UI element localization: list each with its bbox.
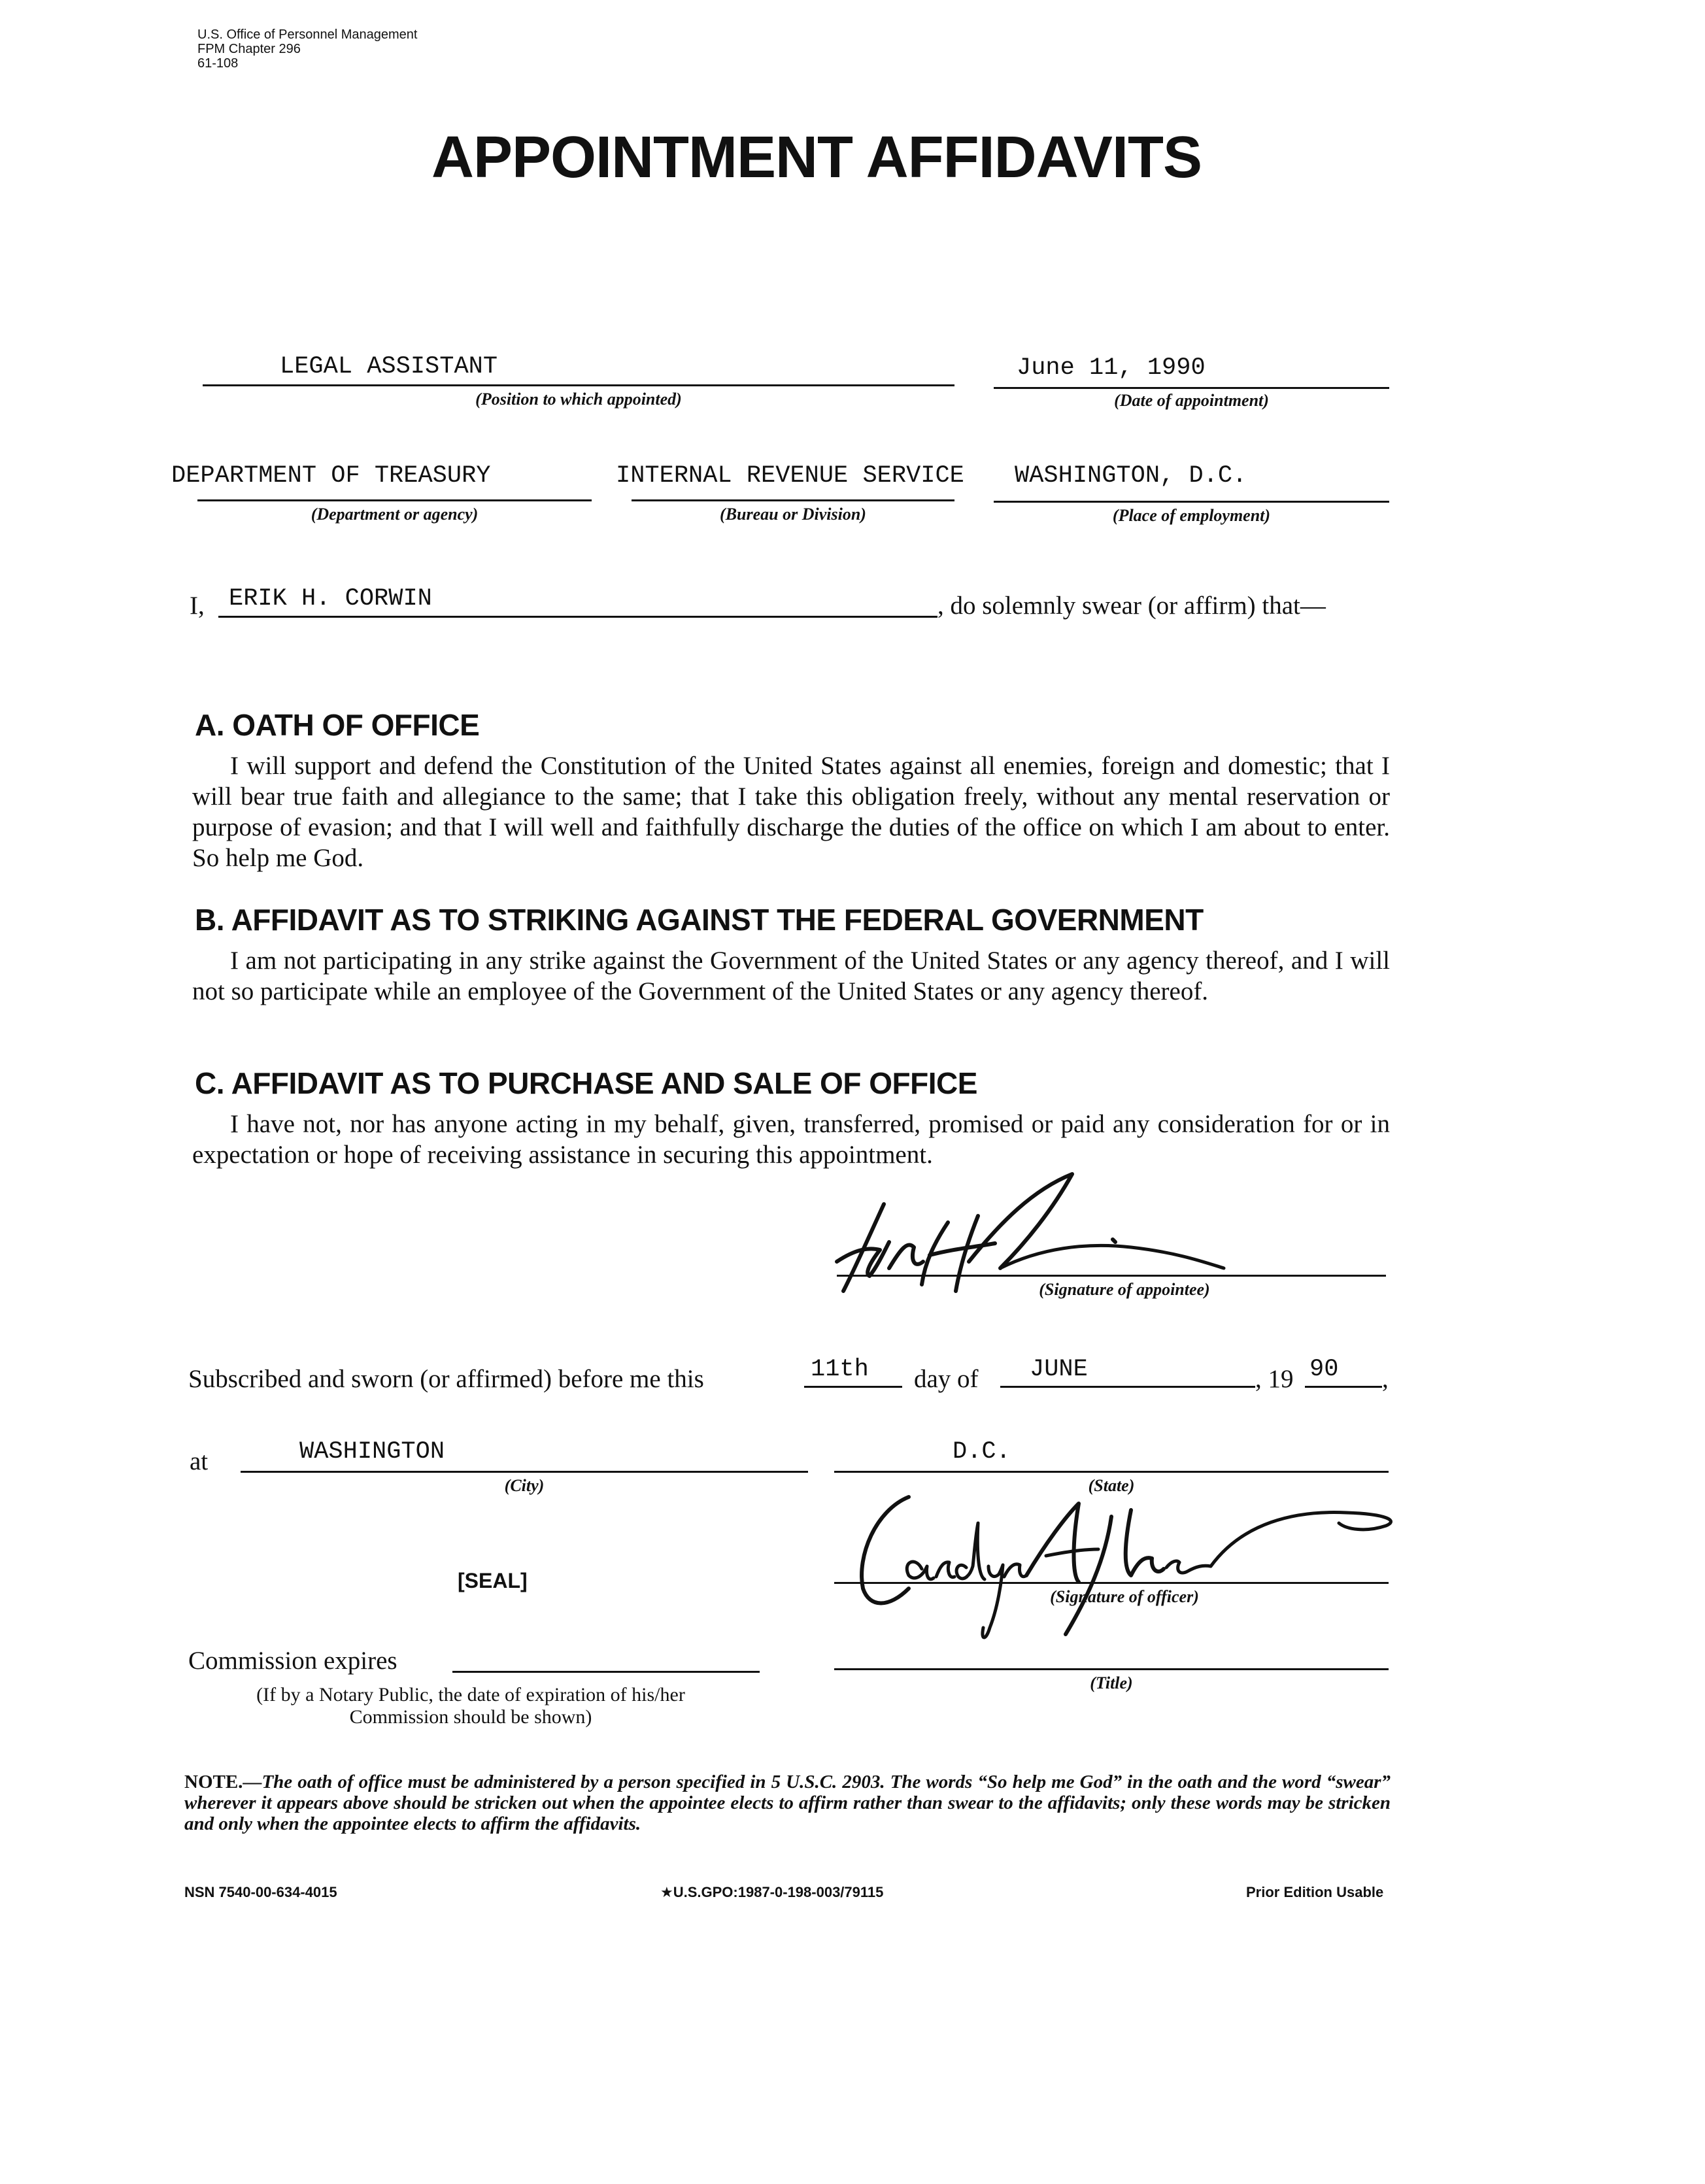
- section-b-title: B. AFFIDAVIT AS TO STRIKING AGAINST THE FEDERAL GOVERNMENT: [195, 903, 1204, 937]
- commission-label: Commission expires: [188, 1647, 397, 1675]
- footnote: [184, 1772, 1391, 1834]
- officer-signature: [850, 1484, 1425, 1654]
- position-value: LEGAL ASSISTANT: [280, 353, 498, 380]
- section-c-text: I have not, nor has anyone acting in my behalf, given, transferred, promised or paid any consideration for or in expectation or hope of receiving assistance in securing this appointment.: [192, 1110, 1390, 1169]
- bureau-line: [632, 499, 954, 501]
- state-line: [834, 1471, 1389, 1473]
- department-caption: (Department or agency): [311, 505, 479, 524]
- name-line: [218, 616, 937, 618]
- bureau-caption: (Bureau or Division): [720, 505, 866, 524]
- title-line: [834, 1668, 1389, 1670]
- sworn-day: 11th: [811, 1356, 869, 1383]
- section-a-text: I will support and defend the Constitution of the United States against all enemies, foreign and domestic; that I will bear true faith and allegiance to the same; that I take this obligation freely, without any mental reservation or purpose of evasion; and that I will well and faithfully discharge the duties of the office on which I am about to enter. So help me God.: [192, 752, 1390, 872]
- sworn-text-1: Subscribed and sworn (or affirmed) before me this: [188, 1365, 704, 1393]
- bureau-value: INTERNAL REVENUE SERVICE: [616, 462, 964, 490]
- city-line: [241, 1471, 808, 1473]
- header-chapter: FPM Chapter 296: [197, 42, 301, 56]
- position-line: [203, 384, 954, 386]
- page-title: APPOINTMENT AFFIDAVITS: [431, 125, 1202, 190]
- sworn-year-prefix: , 19: [1255, 1365, 1294, 1393]
- footnote-label: NOTE.: [184, 1772, 243, 1792]
- sworn-month-line: [1000, 1386, 1255, 1388]
- commission-note: [196, 1684, 745, 1728]
- seal-placeholder: [SEAL]: [458, 1569, 528, 1592]
- commission-note-line-1: (If by a Notary Public, the date of expiration of his/her: [256, 1684, 685, 1705]
- place-line: [994, 501, 1389, 503]
- sworn-comma: ,: [1382, 1365, 1389, 1393]
- sworn-year: 90: [1309, 1356, 1339, 1383]
- footnote-text: —The oath of office must be administered by a person specified in 5 U.S.C. 2903. The words “So help me God” in the oath and the word “swear” wherever it appears above should be stricken out when the appointee elects to affirm rather than swear to the affidavits; only these words may be stricken and only when the appointee elects to affirm the affidavits.: [184, 1772, 1391, 1834]
- place-value: WASHINGTON, D.C.: [1015, 462, 1247, 490]
- appointee-name: ERIK H. CORWIN: [229, 585, 432, 613]
- commission-line: [452, 1671, 760, 1673]
- date-line: [994, 387, 1389, 389]
- form-header: [197, 27, 417, 71]
- header-form-number: 61-108: [197, 56, 239, 71]
- appointee-signature-caption: (Signature of appointee): [1039, 1280, 1210, 1299]
- oath-suffix: , do solemnly swear (or affirm) that—: [937, 592, 1326, 620]
- footer-gpo: ★U.S.GPO:1987-0-198-003/79115: [660, 1884, 884, 1900]
- commission-note-line-2: Commission should be shown): [349, 1706, 592, 1728]
- officer-signature-caption: (Signature of officer): [1050, 1587, 1199, 1606]
- footer-nsn: NSN 7540-00-634-4015: [184, 1884, 337, 1900]
- sworn-year-line: [1305, 1386, 1382, 1388]
- sworn-text-2: day of: [914, 1365, 979, 1393]
- section-c-title: C. AFFIDAVIT AS TO PURCHASE AND SALE OF OFFICE: [195, 1066, 977, 1100]
- date-caption: (Date of appointment): [1114, 391, 1269, 410]
- department-line: [197, 499, 592, 501]
- officer-signature-line: [834, 1582, 1389, 1584]
- date-value: June 11, 1990: [1017, 354, 1206, 382]
- section-b-text: I am not participating in any strike against the Government of the United States or any agency thereof, and I will not so participate while an employee of the Government of the United States or any agency thereof.: [192, 947, 1390, 1005]
- place-caption: (Place of employment): [1112, 506, 1271, 525]
- city-value: WASHINGTON: [299, 1438, 445, 1466]
- section-a-title: A. OATH OF OFFICE: [195, 708, 480, 742]
- state-caption: (State): [1088, 1476, 1135, 1495]
- at-label: at: [190, 1447, 209, 1475]
- oath-prefix: I,: [190, 592, 205, 620]
- department-value: DEPARTMENT OF TREASURY: [171, 462, 491, 490]
- sworn-month: JUNE: [1030, 1356, 1088, 1383]
- header-agency: U.S. Office of Personnel Management: [197, 27, 418, 42]
- position-caption: (Position to which appointed): [475, 390, 682, 409]
- title-caption: (Title): [1090, 1673, 1133, 1692]
- sworn-day-line: [804, 1386, 902, 1388]
- state-value: D.C.: [953, 1438, 1011, 1466]
- city-caption: (City): [504, 1476, 545, 1495]
- footer-edition: Prior Edition Usable: [1246, 1884, 1384, 1900]
- appointee-signature-line: [837, 1275, 1386, 1277]
